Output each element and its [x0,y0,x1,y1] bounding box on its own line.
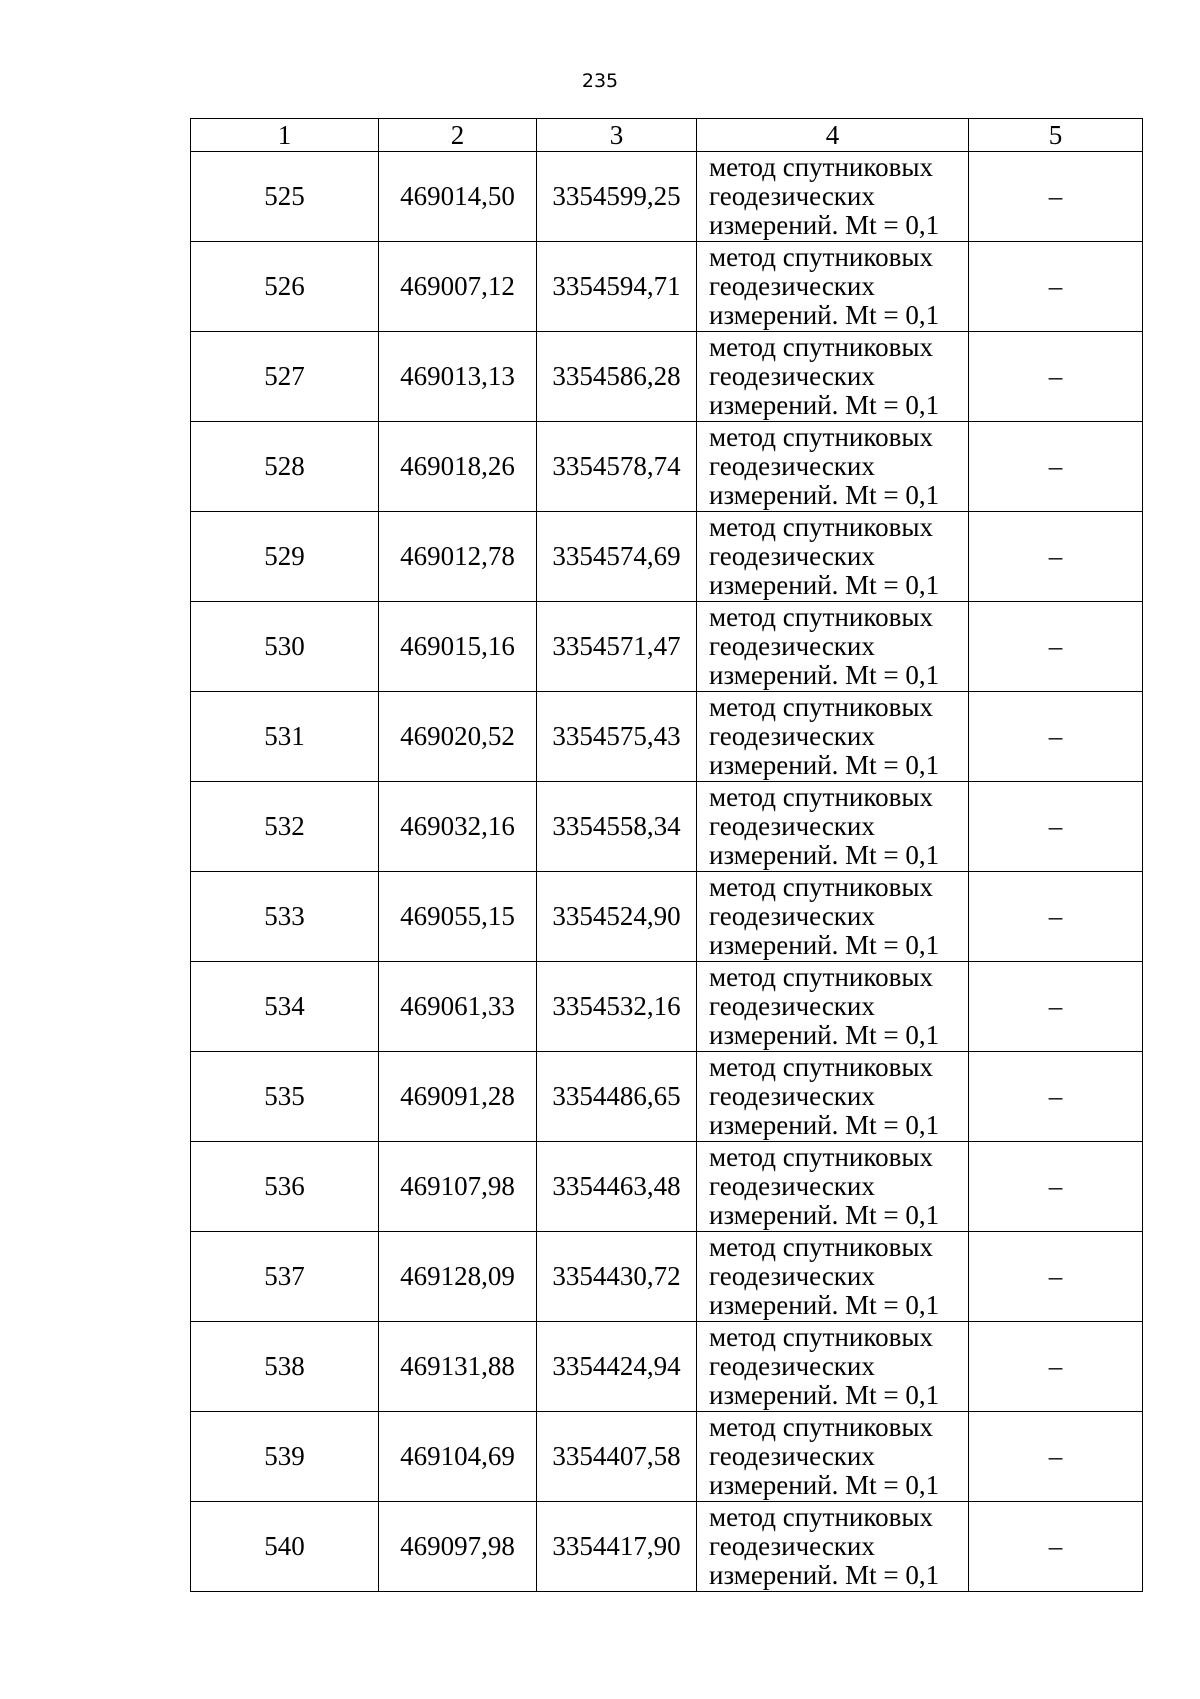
method-cell [697,1412,969,1502]
method-line-3: измерений. Mt = 0,1 [709,1020,940,1050]
table-row [191,602,1143,692]
method-line-1: метод спутниковых [709,332,933,362]
y-coordinate-cell: 3354532,16 [537,962,697,1052]
x-coordinate-cell: 469104,69 [379,1412,537,1502]
note-cell: – [969,1502,1143,1592]
column-header: 5 [969,119,1143,152]
y-coordinate-cell: 3354578,74 [537,422,697,512]
method-line-2: геодезических [709,991,875,1021]
note-cell: – [969,1142,1143,1232]
point-number-cell: 532 [191,782,379,872]
table-row [191,692,1143,782]
table-row [191,1142,1143,1232]
method-cell [697,1232,969,1322]
method-line-2: геодезических [709,1441,875,1471]
x-coordinate-cell: 469014,50 [379,152,537,242]
method-line-1: метод спутниковых [709,1502,933,1532]
table-row [191,1322,1143,1412]
method-line-2: геодезических [709,271,875,301]
y-coordinate-cell: 3354486,65 [537,1052,697,1142]
method-line-1: метод спутниковых [709,1232,933,1262]
method-cell [697,602,969,692]
method-line-2: геодезических [709,451,875,481]
x-coordinate-cell: 469061,33 [379,962,537,1052]
method-cell [697,512,969,602]
method-line-3: измерений. Mt = 0,1 [709,1200,940,1230]
x-coordinate-cell: 469032,16 [379,782,537,872]
method-line-3: измерений. Mt = 0,1 [709,930,940,960]
method-line-2: геодезических [709,1351,875,1381]
y-coordinate-cell: 3354524,90 [537,872,697,962]
method-line-2: геодезических [709,631,875,661]
method-line-2: геодезических [709,181,875,211]
method-line-1: метод спутниковых [709,512,933,542]
method-line-3: измерений. Mt = 0,1 [709,1470,940,1500]
table-row [191,512,1143,602]
note-cell: – [969,782,1143,872]
x-coordinate-cell: 469020,52 [379,692,537,782]
method-line-2: геодезических [709,1261,875,1291]
method-line-3: измерений. Mt = 0,1 [709,210,940,240]
method-line-1: метод спутниковых [709,1412,933,1442]
method-cell [697,782,969,872]
method-line-1: метод спутниковых [709,602,933,632]
column-header: 4 [697,119,969,152]
method-line-3: измерений. Mt = 0,1 [709,300,940,330]
method-cell [697,1142,969,1232]
x-coordinate-cell: 469015,16 [379,602,537,692]
note-cell: – [969,152,1143,242]
point-number-cell: 530 [191,602,379,692]
table-row [191,152,1143,242]
point-number-cell: 534 [191,962,379,1052]
method-line-3: измерений. Mt = 0,1 [709,1560,940,1590]
method-line-2: геодезических [709,361,875,391]
y-coordinate-cell: 3354407,58 [537,1412,697,1502]
method-line-1: метод спутниковых [709,152,933,182]
point-number-cell: 528 [191,422,379,512]
note-cell: – [969,602,1143,692]
point-number-cell: 533 [191,872,379,962]
point-number-cell: 531 [191,692,379,782]
x-coordinate-cell: 469107,98 [379,1142,537,1232]
point-number-cell: 525 [191,152,379,242]
x-coordinate-cell: 469007,12 [379,242,537,332]
point-number-cell: 526 [191,242,379,332]
method-line-3: измерений. Mt = 0,1 [709,840,940,870]
method-cell [697,1322,969,1412]
y-coordinate-cell: 3354599,25 [537,152,697,242]
y-coordinate-cell: 3354424,94 [537,1322,697,1412]
y-coordinate-cell: 3354558,34 [537,782,697,872]
method-line-2: геодезических [709,1171,875,1201]
method-cell [697,1052,969,1142]
y-coordinate-cell: 3354571,47 [537,602,697,692]
x-coordinate-cell: 469018,26 [379,422,537,512]
point-number-cell: 538 [191,1322,379,1412]
point-number-cell: 535 [191,1052,379,1142]
method-line-3: измерений. Mt = 0,1 [709,570,940,600]
method-line-3: измерений. Mt = 0,1 [709,750,940,780]
method-line-3: измерений. Mt = 0,1 [709,480,940,510]
x-coordinate-cell: 469091,28 [379,1052,537,1142]
method-line-1: метод спутниковых [709,782,933,812]
method-cell [697,152,969,242]
column-header: 1 [191,119,379,152]
note-cell: – [969,692,1143,782]
column-header: 2 [379,119,537,152]
method-line-2: геодезических [709,541,875,571]
method-line-2: геодезических [709,811,875,841]
column-header: 3 [537,119,697,152]
note-cell: – [969,332,1143,422]
note-cell: – [969,242,1143,332]
method-line-3: измерений. Mt = 0,1 [709,660,940,690]
table-row [191,242,1143,332]
table-row [191,1232,1143,1322]
method-cell [697,242,969,332]
method-line-1: метод спутниковых [709,1322,933,1352]
coordinates-table [190,118,1143,1592]
note-cell: – [969,512,1143,602]
table-row [191,1502,1143,1592]
method-line-1: метод спутниковых [709,1142,933,1172]
note-cell: – [969,1412,1143,1502]
point-number-cell: 540 [191,1502,379,1592]
table-row [191,1052,1143,1142]
method-cell [697,872,969,962]
point-number-cell: 537 [191,1232,379,1322]
table-row [191,782,1143,872]
method-line-1: метод спутниковых [709,422,933,452]
note-cell: – [969,872,1143,962]
page-number: 235 [581,70,619,92]
x-coordinate-cell: 469128,09 [379,1232,537,1322]
table-header-row [191,119,1143,152]
note-cell: – [969,422,1143,512]
table-row [191,1412,1143,1502]
point-number-cell: 536 [191,1142,379,1232]
note-cell: – [969,962,1143,1052]
x-coordinate-cell: 469012,78 [379,512,537,602]
x-coordinate-cell: 469013,13 [379,332,537,422]
y-coordinate-cell: 3354463,48 [537,1142,697,1232]
y-coordinate-cell: 3354586,28 [537,332,697,422]
method-line-2: геодезических [709,901,875,931]
x-coordinate-cell: 469131,88 [379,1322,537,1412]
method-line-2: геодезических [709,721,875,751]
method-line-1: метод спутниковых [709,242,933,272]
y-coordinate-cell: 3354430,72 [537,1232,697,1322]
table-row [191,332,1143,422]
point-number-cell: 539 [191,1412,379,1502]
method-cell [697,422,969,512]
method-line-2: геодезических [709,1531,875,1561]
x-coordinate-cell: 469055,15 [379,872,537,962]
x-coordinate-cell: 469097,98 [379,1502,537,1592]
note-cell: – [969,1322,1143,1412]
method-line-1: метод спутниковых [709,692,933,722]
y-coordinate-cell: 3354417,90 [537,1502,697,1592]
method-line-3: измерений. Mt = 0,1 [709,1380,940,1410]
note-cell: – [969,1052,1143,1142]
note-cell: – [969,1232,1143,1322]
method-cell [697,1502,969,1592]
method-line-3: измерений. Mt = 0,1 [709,390,940,420]
method-line-1: метод спутниковых [709,962,933,992]
table-row [191,422,1143,512]
table-body [191,119,1143,1592]
y-coordinate-cell: 3354574,69 [537,512,697,602]
method-line-3: измерений. Mt = 0,1 [709,1290,940,1320]
point-number-cell: 529 [191,512,379,602]
method-cell [697,692,969,782]
point-number-cell: 527 [191,332,379,422]
method-line-2: геодезических [709,1081,875,1111]
method-line-1: метод спутниковых [709,872,933,902]
method-line-3: измерений. Mt = 0,1 [709,1110,940,1140]
method-cell [697,332,969,422]
y-coordinate-cell: 3354594,71 [537,242,697,332]
method-line-1: метод спутниковых [709,1052,933,1082]
y-coordinate-cell: 3354575,43 [537,692,697,782]
table-row [191,872,1143,962]
table-row [191,962,1143,1052]
method-cell [697,962,969,1052]
